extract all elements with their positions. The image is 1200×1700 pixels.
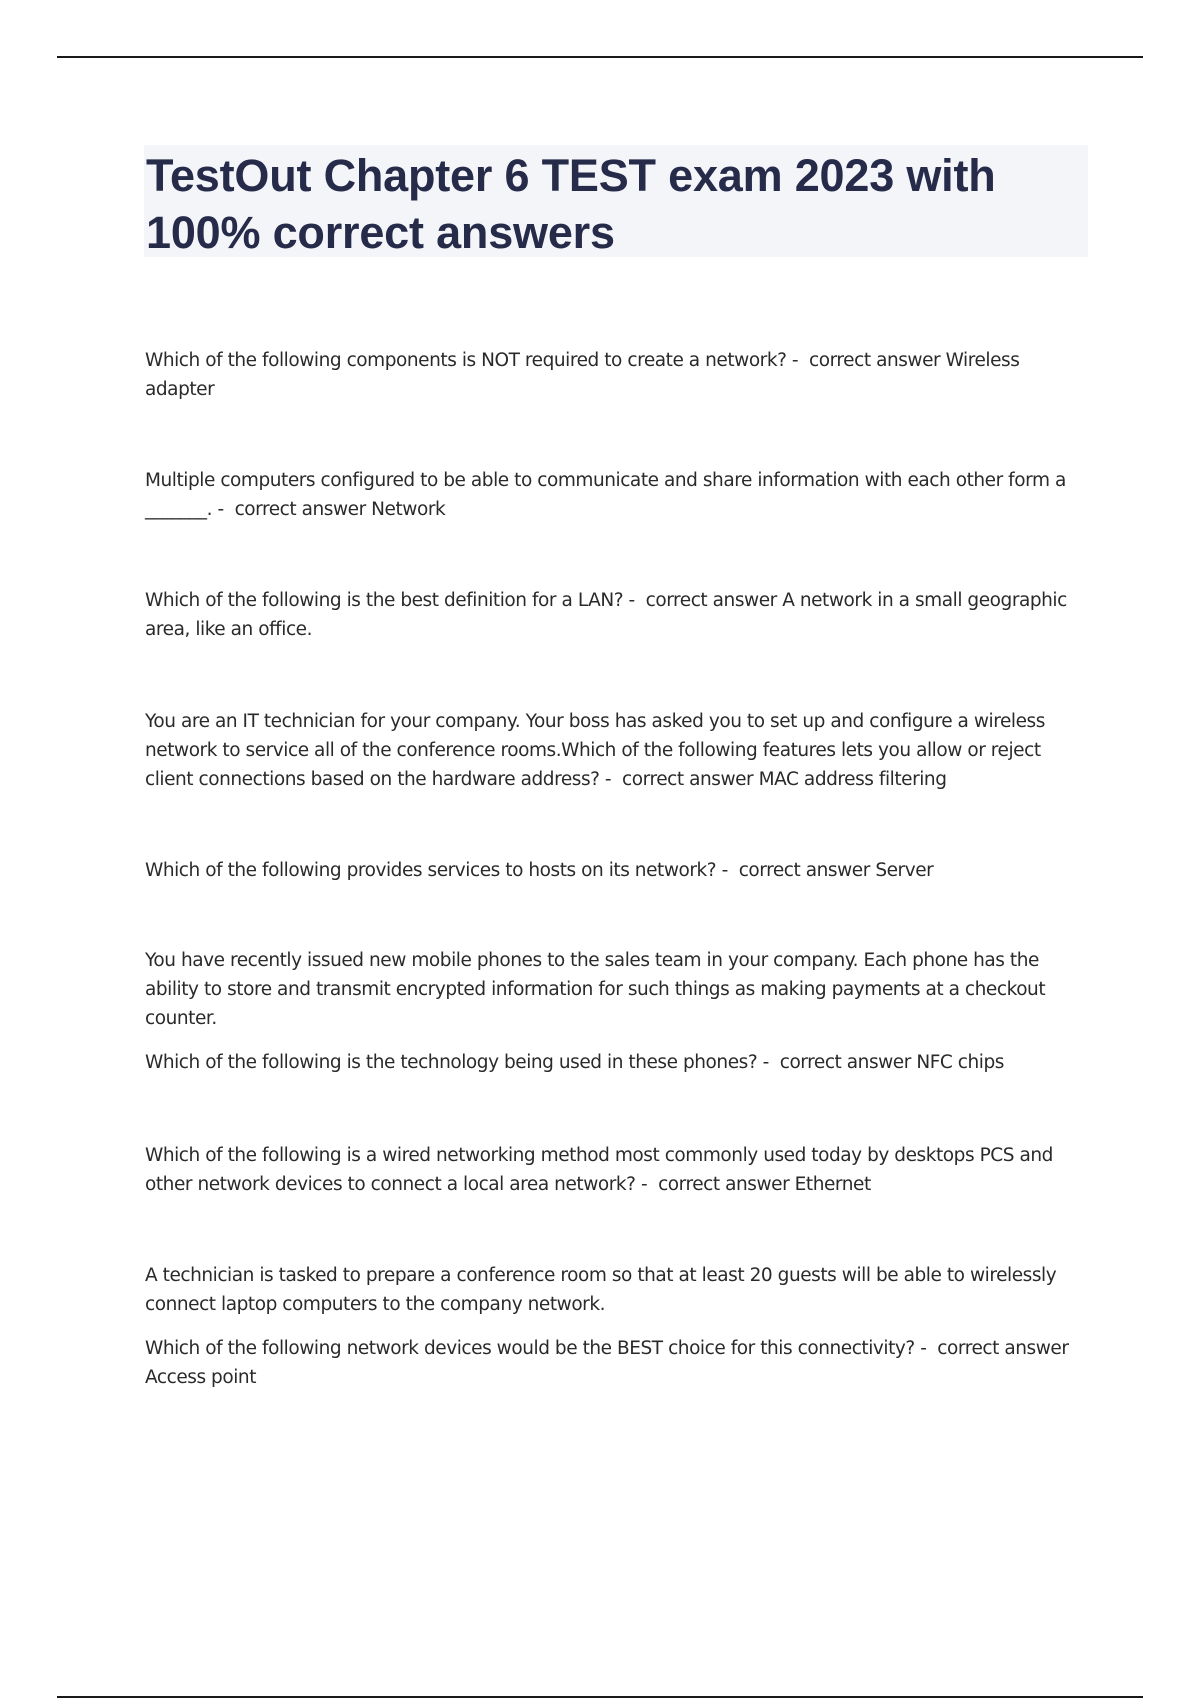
qa-item-8 xyxy=(145,1261,1085,1392)
answer-text: Wireless adapter xyxy=(145,350,1020,400)
separator: - xyxy=(716,860,739,881)
bottom-rule xyxy=(57,1696,1143,1698)
question-paragraph xyxy=(145,346,1085,404)
qa-item-3 xyxy=(145,586,1085,644)
answer-text: Ethernet xyxy=(794,1174,871,1195)
qa-item-4 xyxy=(145,707,1085,794)
question-paragraph xyxy=(145,856,1085,885)
qa-item-2 xyxy=(145,466,1085,524)
question-text: Which of the following is a wired networking method most commonly used today by desktops PCS and other network devices to connect a local area network? xyxy=(145,1145,1053,1195)
answer-prefix: correct answer xyxy=(779,1052,917,1073)
separator: - xyxy=(212,499,235,520)
question-paragraph xyxy=(145,1334,1085,1392)
answer-text: A network in a small geographic area, like an office. xyxy=(145,590,1067,640)
answer-text: Access point xyxy=(145,1367,256,1388)
qa-item-7 xyxy=(145,1141,1085,1199)
qa-item-6 xyxy=(145,946,1085,1077)
answer-prefix: correct answer xyxy=(622,769,759,790)
title-banner xyxy=(144,145,1088,257)
answer-prefix: correct answer xyxy=(658,1174,795,1195)
answer-prefix: correct answer xyxy=(645,590,783,611)
question-paragraph xyxy=(145,466,1085,524)
separator: - xyxy=(623,590,646,611)
question-paragraph xyxy=(145,707,1085,794)
answer-text: NFC chips xyxy=(916,1052,1004,1073)
context-paragraph: A technician is tasked to prepare a conference room so that at least 20 guests will be able to wirelessly connect laptop computers to the company network. xyxy=(145,1265,1057,1315)
answer-prefix: correct answer xyxy=(937,1338,1069,1359)
answer-text: Network xyxy=(371,499,446,520)
question-paragraph xyxy=(145,1141,1085,1199)
document-title: TestOut Chapter 6 TEST exam 2023 with 100% correct answers xyxy=(146,150,996,258)
question-text: Which of the following network devices would be the BEST choice for this connectivity? xyxy=(145,1338,915,1359)
question-text: Which of the following components is NOT required to create a network? xyxy=(145,350,787,371)
question-text: You are an IT technician for your company. Your boss has asked you to set up and configure a wireless network to service all of the conference rooms.Which of the following features lets you allow or reject client connections based on the hardware address? xyxy=(145,711,1045,790)
answer-text: Server xyxy=(875,860,934,881)
separator: - xyxy=(599,769,623,790)
answer-prefix: correct answer xyxy=(234,499,372,520)
separator: - xyxy=(757,1052,780,1073)
context-paragraph: You have recently issued new mobile phones to the sales team in your company. Each phone has the ability to store and transmit encrypted information for such things as making payments at a checkout counter. xyxy=(145,950,1046,1029)
qa-item-1 xyxy=(145,346,1085,404)
answer-prefix: correct answer xyxy=(738,860,876,881)
question-paragraph xyxy=(145,586,1085,644)
question-text: Which of the following is the technology being used in these phones? xyxy=(145,1052,758,1073)
separator: - xyxy=(914,1338,938,1359)
question-paragraph xyxy=(145,1048,1085,1077)
answer-prefix: correct answer xyxy=(809,350,946,371)
answer-text: MAC address filtering xyxy=(758,769,947,790)
top-rule xyxy=(57,56,1143,58)
separator: - xyxy=(635,1174,659,1195)
qa-item-5 xyxy=(145,856,1085,885)
separator: - xyxy=(786,350,810,371)
question-text: Which of the following is the best definition for a LAN? xyxy=(145,590,624,611)
question-text: Which of the following provides services to hosts on its network? xyxy=(145,860,717,881)
question-text: Multiple computers configured to be able to communicate and share information with each other form a _______. xyxy=(145,470,1066,520)
